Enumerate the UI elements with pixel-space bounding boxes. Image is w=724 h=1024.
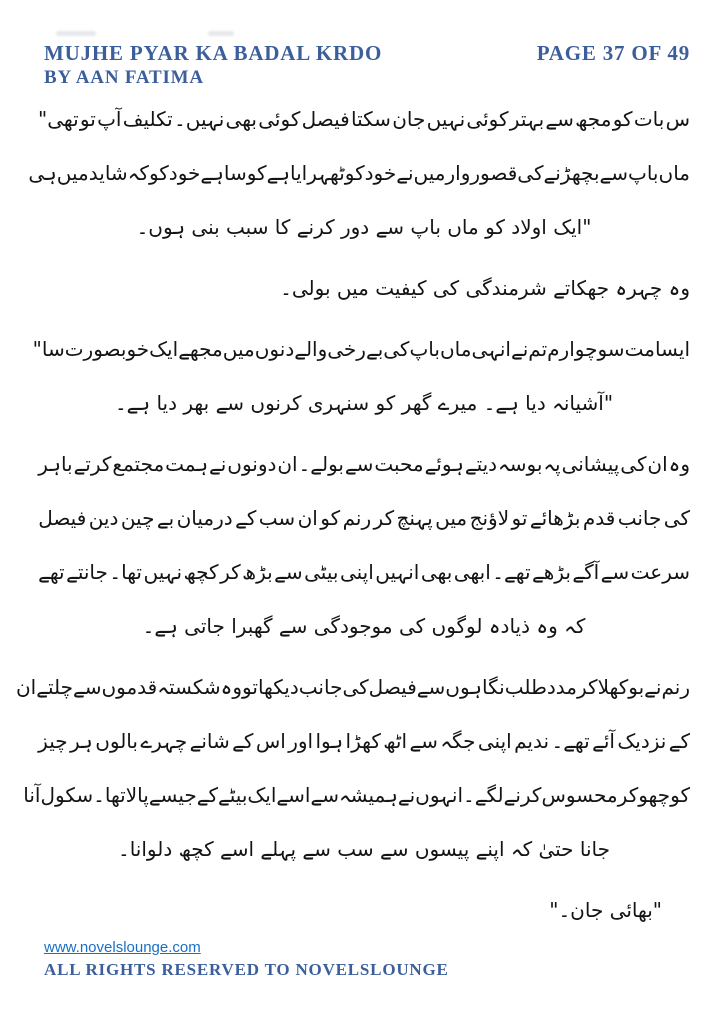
website-link[interactable]: www.novelslounge.com bbox=[44, 939, 201, 956]
urdu-text-line: جانا حتیٰ کہ اپنے پیسوں سے سب سے پہلے اسے کچھ دلوانا۔ bbox=[117, 837, 611, 861]
urdu-text-line: ماں باپ سے بچھڑنے کی قصوروار میں نے خود کو ٹھہرایا ہے کوسا ہے خود کو کہ شاید میں ہی bbox=[28, 161, 690, 185]
urdu-text-line: رنم نے بوکھلا کر مدد طلب نگاہوں سے فیصل کی جانب دیکھا تو وہ شکستہ قدموں سے چلتے ان bbox=[15, 675, 690, 699]
author-byline: BY AAN FATIMA bbox=[44, 67, 204, 88]
paragraph bbox=[28, 92, 690, 254]
urdu-text-line: کہ وہ ذیادہ لوگوں کی موجودگی سے گھبرا جاتی ہے۔ bbox=[142, 614, 586, 638]
page-header bbox=[44, 42, 690, 88]
urdu-text-line: کی جانب قدم بڑھائے تو لاؤنج میں پہنچ کر رنم کو ان سب کے درمیان بے چین دین فیصل bbox=[38, 506, 690, 530]
page-footer bbox=[44, 938, 449, 980]
copyright-notice: ALL RIGHTS RESERVED TO NOVELSLOUNGE bbox=[44, 960, 449, 979]
urdu-text-line: کے نزدیک آئے تھے۔ ندیم اپنی جگہ سے اٹھ کھڑا ہوا اور اس کے شانے چہرے بالوں ہر چیز bbox=[38, 729, 690, 753]
paragraph bbox=[38, 437, 690, 653]
paragraph bbox=[38, 261, 690, 315]
urdu-text-line: س بات کو مجھ سے بہتر کوئی نہیں جان سکتا فیصل کوئی بھی نہیں۔ تکلیف آپ تو تھی" bbox=[38, 107, 690, 131]
urdu-text-line: سرعت سے آگے بڑھے تھے۔ ابھی بھی انہیں اپنی بیٹی سے بڑھ کر کچھ نہیں تھا۔ جانتے تھے bbox=[38, 560, 690, 584]
paragraph bbox=[15, 660, 690, 876]
page-number: PAGE 37 OF 49 bbox=[536, 41, 690, 65]
body-text bbox=[15, 92, 690, 944]
scan-artifact bbox=[208, 31, 234, 36]
scan-artifact bbox=[56, 31, 96, 36]
title-block bbox=[44, 42, 382, 88]
urdu-text-line: "ایک اولاد کو ماں باپ سے دور کرنے کا سبب بنی ہوں۔ bbox=[136, 215, 592, 239]
novel-title: MUJHE PYAR KA BADAL KRDO bbox=[44, 41, 383, 65]
paragraph bbox=[32, 322, 690, 430]
paragraph bbox=[38, 883, 690, 937]
urdu-text-line: وہ ان کی پیشانی پہ بوسہ دیتے ہوئے محبت سے بولے۔ ان دونوں نے ہمت مجتمع کرتے باہر bbox=[38, 452, 690, 476]
urdu-text-line: "بھائی جان۔" bbox=[549, 898, 662, 922]
urdu-text-line: وہ چہرہ جھکاتے شرمندگی کی کیفیت میں بولی۔ bbox=[280, 276, 690, 300]
urdu-text-line: ایسا مت سوچو ارم تم نے انہی ماں باپ کی بے رخی والے دنوں میں مجھے ایک خوبصورت سا" bbox=[32, 337, 690, 361]
urdu-text-line: "آشیانہ دیا ہے۔ میرے گھر کو سنہری کرنوں سے بھر دیا ہے۔ bbox=[114, 391, 614, 415]
urdu-text-line: کو چھو کر محسوس کرنے لگے۔ انہوں نے ہمیشہ سے اسے ایک بیٹے کے جیسے پالا تھا۔ سکول آنا bbox=[23, 783, 690, 807]
